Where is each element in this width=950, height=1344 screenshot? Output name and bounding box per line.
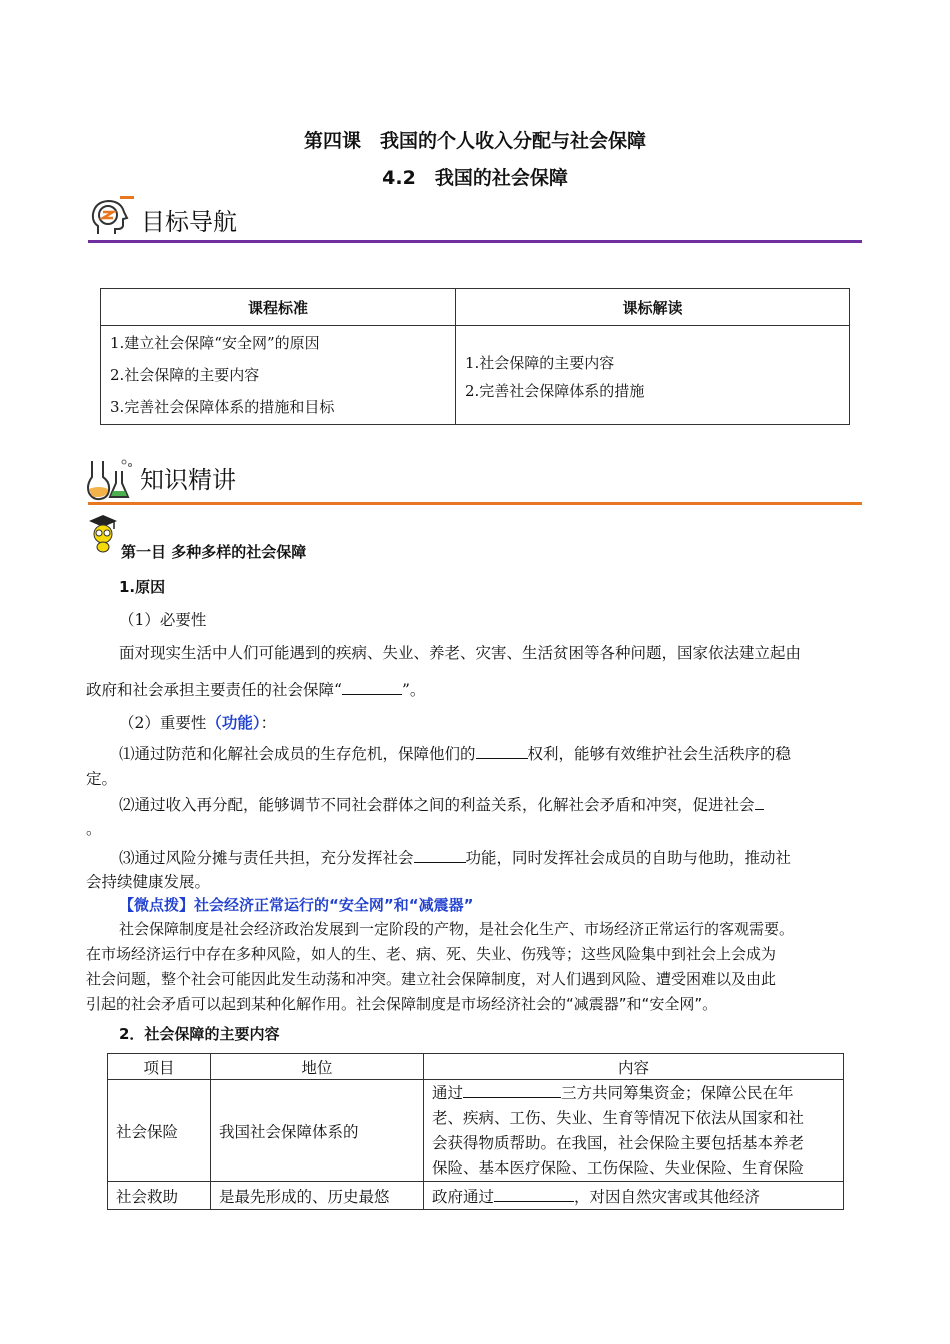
necessity-label: （1）必要性 xyxy=(119,611,207,629)
content-text: 政府通过 xyxy=(432,1187,495,1206)
section1-title: 第一目 多种多样的社会保障 xyxy=(121,543,307,561)
flask-icon xyxy=(86,455,136,501)
item3-text-end: 功能，同时发挥社会成员的自助与他助，推动社 xyxy=(465,849,792,867)
fill-blank[interactable] xyxy=(494,1185,574,1202)
brain-head-icon xyxy=(88,196,132,240)
importance-colon: ： xyxy=(260,714,277,732)
row-social-insurance-content xyxy=(424,1080,844,1182)
item2-line1 xyxy=(119,793,764,816)
tip-line: 在市场经济运行中存在多种风险，如人的生、老、病、死、失业、伤残等；这些风险集中到社会上会成为 xyxy=(86,945,777,963)
para1-line1: 面对现实生活中人们可能遇到的疾病、失业、养老、灾害、生活贫困等各种问题，国家依法建立起由 xyxy=(119,644,802,662)
purple-divider xyxy=(88,240,862,243)
interpretation-item: 1.社会保障的主要内容 xyxy=(465,354,615,372)
row-social-insurance-status: 我国社会保障体系的 xyxy=(211,1080,424,1182)
fill-blank[interactable] xyxy=(463,1081,561,1098)
standard-item: 2.社会保障的主要内容 xyxy=(110,366,260,384)
sub-heading-content: 2．社会保障的主要内容 xyxy=(119,1025,280,1043)
fill-blank[interactable] xyxy=(755,793,764,810)
standards-col1-cell xyxy=(101,326,456,425)
content-line: 保险、基本医疗保险、工伤保险、失业保险、生育保险 xyxy=(432,1158,805,1177)
content-line: 老、疾病、工伤、失业、生育等情况下依法从国家和社 xyxy=(432,1108,805,1127)
item2-text: ⑵通过收入再分配，能够调节不同社会群体之间的利益关系，化解社会矛盾和冲突，促进社会 xyxy=(119,796,755,814)
content-table xyxy=(107,1053,844,1210)
item2-line2: 。 xyxy=(86,820,102,838)
item3-line1 xyxy=(119,846,791,869)
standards-col2-header: 课标解读 xyxy=(456,289,850,326)
fill-blank[interactable] xyxy=(342,678,402,695)
content-text: ，对因自然灾害或其他经济 xyxy=(574,1187,761,1206)
standards-col1-header: 课程标准 xyxy=(101,289,456,326)
lesson-title: 第四课 我国的个人收入分配与社会保障 xyxy=(303,130,646,152)
orange-divider xyxy=(88,502,862,505)
standard-item: 3.完善社会保障体系的措施和目标 xyxy=(110,398,335,416)
row-social-assistance-status: 是最先形成的、历史最悠 xyxy=(211,1182,424,1210)
item1-line1 xyxy=(119,742,791,765)
item1-text-end: 权利，能够有效维护社会生活秩序的稳 xyxy=(527,745,792,763)
header-content: 内容 xyxy=(424,1054,844,1080)
fill-blank[interactable] xyxy=(476,742,528,759)
para1-text-end: ”。 xyxy=(401,681,426,699)
item1-line2: 定。 xyxy=(86,770,118,788)
graduate-mascot-icon xyxy=(87,514,119,554)
tip-title: 【微点拨】社会经济正常运行的“安全网”和“减震器” xyxy=(119,896,474,914)
tip-line: 社会保障制度是社会经济政治发展到一定阶段的产物，是社会化生产、市场经济正常运行的客观需要。 xyxy=(119,920,795,938)
para1-text: 政府和社会承担主要责任的社会保障“ xyxy=(86,681,342,699)
content-line: 会获得物质帮助。在我国，社会保险主要包括基本养老 xyxy=(432,1133,805,1152)
importance-text: （2）重要性 xyxy=(119,714,207,732)
tip-line: 社会问题，整个社会可能因此发生动荡和冲突。建立社会保障制度，对人们遇到风险、遭受困难以及由此 xyxy=(86,970,777,988)
item1-text: ⑴通过防范和化解社会成员的生存危机，保障他们的 xyxy=(119,745,476,763)
header-status: 地位 xyxy=(211,1054,424,1080)
fill-blank[interactable] xyxy=(414,846,466,863)
nav-heading: 目标导航 xyxy=(141,208,237,236)
interpretation-item: 2.完善社会保障体系的措施 xyxy=(465,382,645,400)
standards-col2-cell xyxy=(456,326,850,425)
standard-item: 1.建立社会保障“安全网”的原因 xyxy=(110,334,320,352)
section-title: 4.2 我国的社会保障 xyxy=(382,167,568,189)
standards-table xyxy=(100,288,850,425)
knowledge-heading: 知识精讲 xyxy=(140,466,236,494)
para1-line2 xyxy=(86,678,425,701)
importance-label xyxy=(119,712,276,734)
tip-line: 引起的社会矛盾可以起到某种化解作用。社会保障制度是市场经济社会的“减震器”和“安全网”。 xyxy=(86,995,718,1013)
row-social-insurance-item: 社会保险 xyxy=(108,1080,211,1182)
row-social-assistance-content xyxy=(424,1182,844,1210)
accent-mark xyxy=(120,196,134,199)
content-text: 通过 xyxy=(432,1083,464,1102)
function-highlight: （功能） xyxy=(206,714,261,732)
sub-heading-reason: 1.原因 xyxy=(119,578,166,596)
item3-text: ⑶通过风险分摊与责任共担，充分发挥社会 xyxy=(119,849,414,867)
header-item: 项目 xyxy=(108,1054,211,1080)
item3-line2: 会持续健康发展。 xyxy=(86,873,211,891)
row-social-assistance-item: 社会救助 xyxy=(108,1182,211,1210)
content-text: 三方共同筹集资金；保障公民在年 xyxy=(561,1083,794,1102)
